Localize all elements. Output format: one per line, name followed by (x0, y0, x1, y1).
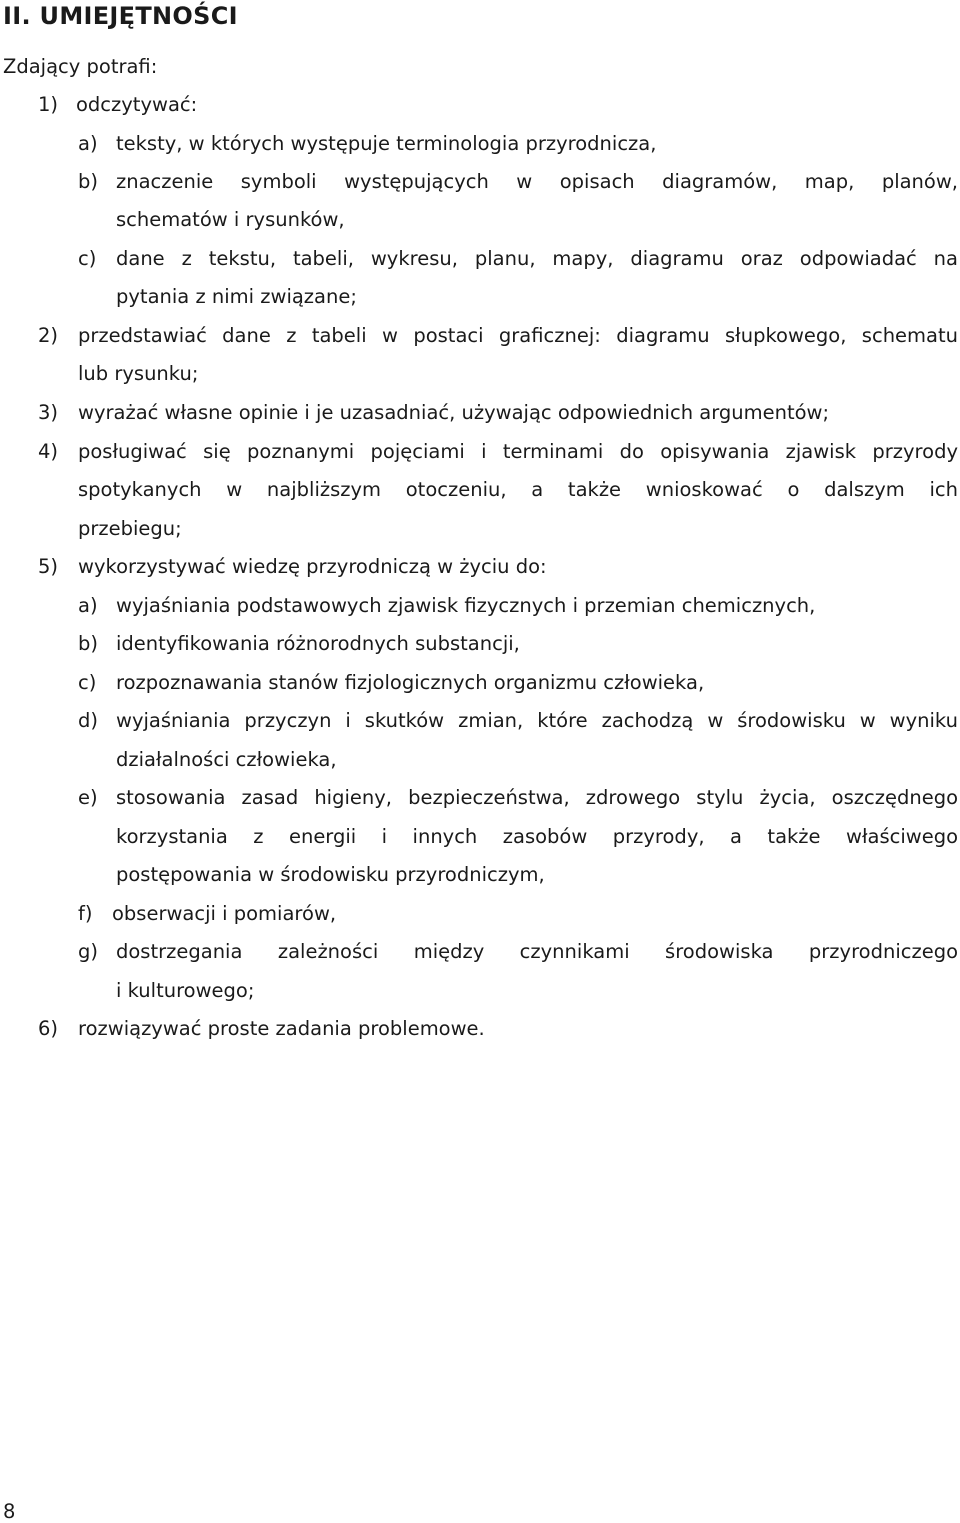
list-text-line: schematów i rysunków, (116, 208, 345, 231)
list-number: 1) (38, 93, 59, 116)
list-text-line: znaczenie symboli występujących w opisach diagramów, map, planów, (116, 170, 958, 193)
page-number: 8 (3, 1500, 16, 1523)
list-text: wyjaśniania podstawowych zjawisk fizycznych i przemian chemicznych, (116, 594, 816, 617)
list-letter: e) (78, 786, 98, 809)
list-letter: b) (78, 170, 98, 193)
list-letter: c) (78, 247, 97, 270)
list-text-line: działalności człowieka, (116, 748, 337, 771)
intro-text: Zdający potrafi: (3, 55, 158, 78)
list-text: rozpoznawania stanów fizjologicznych organizmu człowieka, (116, 671, 705, 694)
list-number: 5) (38, 555, 59, 578)
list-number: 3) (38, 401, 59, 424)
list-text: rozwiązywać proste zadania problemowe. (78, 1017, 485, 1040)
list-text-line: korzystania z energii i innych zasobów przyrody, a także właściwego (116, 825, 958, 848)
list-number: 2) (38, 324, 59, 347)
list-letter: c) (78, 671, 97, 694)
list-text-line: przedstawiać dane z tabeli w postaci graficznej: diagramu słupkowego, schematu (78, 324, 958, 347)
list-letter: f) (78, 902, 93, 925)
list-text-line: lub rysunku; (78, 362, 199, 385)
list-letter: d) (78, 709, 98, 732)
list-text-line: pytania z nimi związane; (116, 285, 357, 308)
list-text-line: stosowania zasad higieny, bezpieczeństwa, zdrowego stylu życia, oszczędnego (116, 786, 958, 809)
section-heading: II. UMIEJĘTNOŚCI (3, 2, 238, 30)
list-text-line: i kulturowego; (116, 979, 255, 1002)
list-text-line: postępowania w środowisku przyrodniczym, (116, 863, 545, 886)
list-text-line: wyjaśniania przyczyn i skutków zmian, które zachodzą w środowisku w wyniku (116, 709, 958, 732)
list-text-line: przebiegu; (78, 517, 182, 540)
list-text: identyfikowania różnorodnych substancji, (116, 632, 520, 655)
list-letter: a) (78, 594, 98, 617)
list-text: teksty, w których występuje terminologia przyrodnicza, (116, 132, 657, 155)
list-letter: g) (78, 940, 98, 963)
list-text: odczytywać: (76, 93, 198, 116)
list-text: wyrażać własne opinie i je uzasadniać, używając odpowiednich argumentów; (78, 401, 830, 424)
list-text-line: dane z tekstu, tabeli, wykresu, planu, mapy, diagramu oraz odpowiadać na (116, 247, 958, 270)
list-letter: b) (78, 632, 98, 655)
list-text: wykorzystywać wiedzę przyrodniczą w życiu do: (78, 555, 547, 578)
list-text-line: spotykanych w najbliższym otoczeniu, a także wnioskować o dalszym ich (78, 478, 958, 501)
list-text: obserwacji i pomiarów, (112, 902, 337, 925)
list-text-line: dostrzegania zależności między czynnikami środowiska przyrodniczego (116, 940, 958, 963)
list-letter: a) (78, 132, 98, 155)
list-number: 6) (38, 1017, 59, 1040)
list-text-line: posługiwać się poznanymi pojęciami i terminami do opisywania zjawisk przyrody (78, 440, 958, 463)
list-number: 4) (38, 440, 59, 463)
